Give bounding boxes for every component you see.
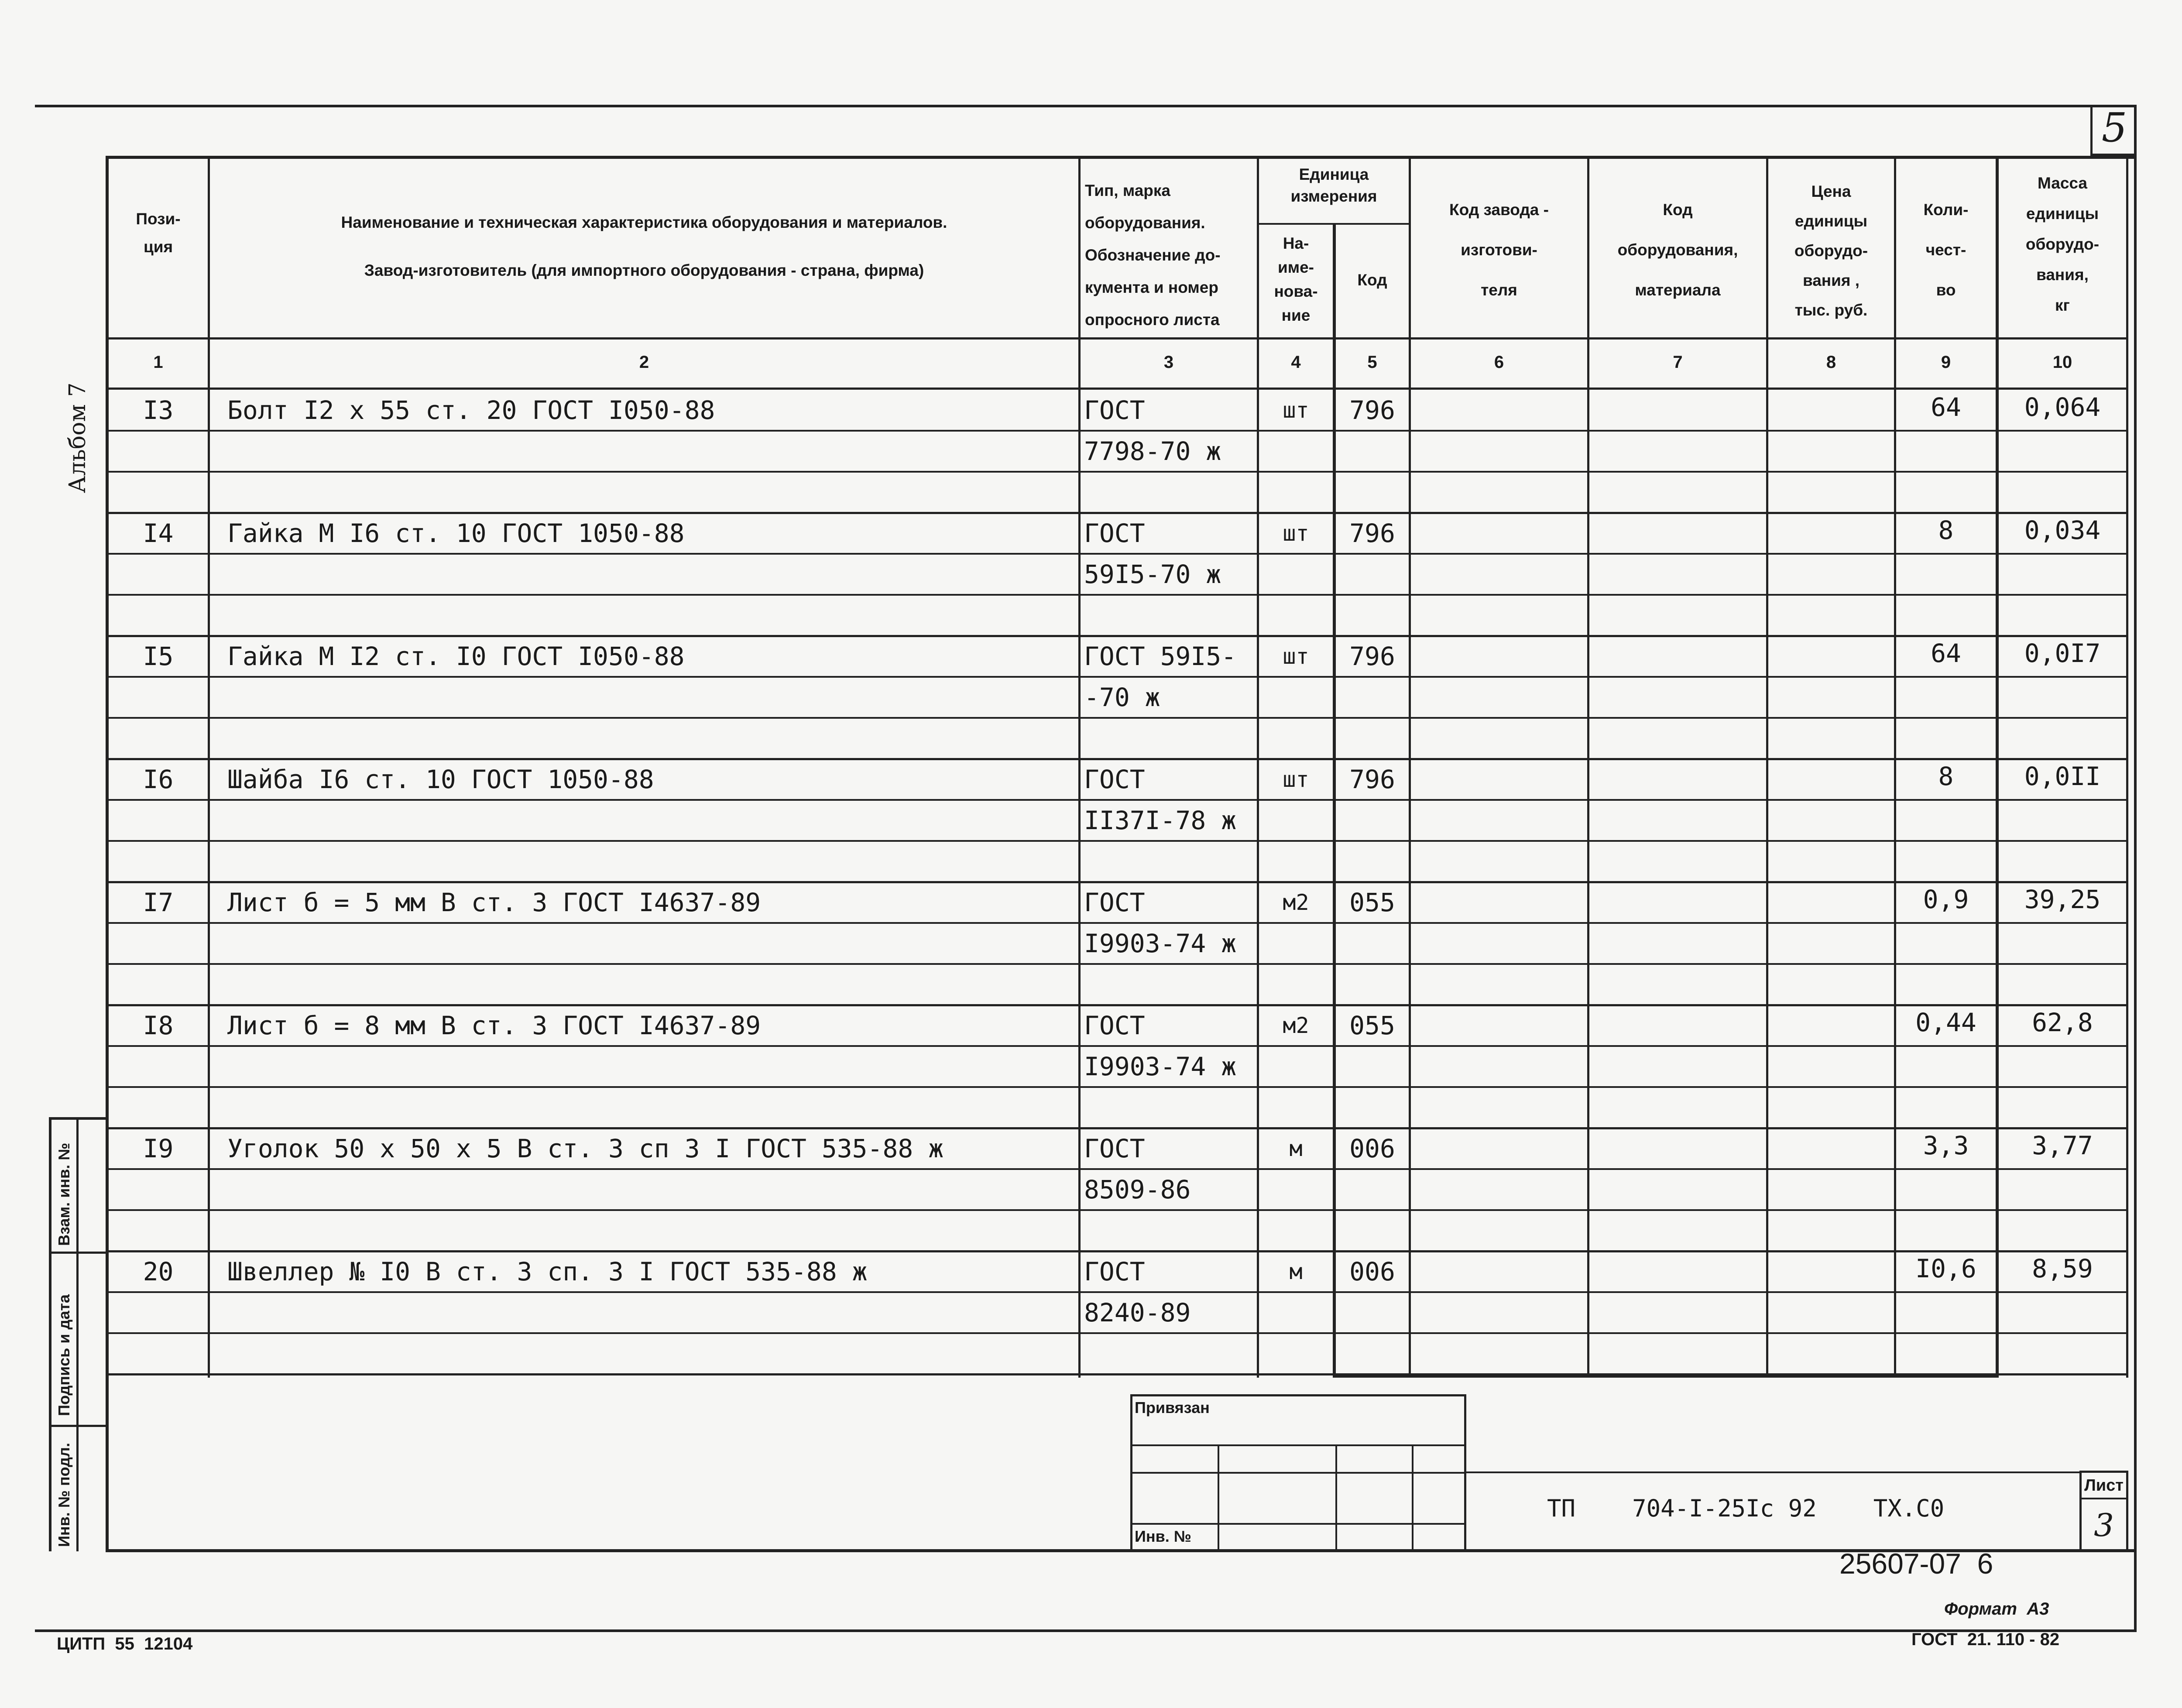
row-mass: 0,0I7 [2024, 638, 2101, 668]
row-line [106, 758, 2128, 760]
row-line [106, 471, 2128, 473]
table-left [106, 156, 109, 1551]
side-strip-divider-2 [49, 1425, 109, 1427]
col-line-2 [1078, 156, 1081, 1378]
row-position: I5 [143, 641, 174, 671]
row-line [106, 717, 2128, 719]
row-doc-line-1: ГОСТ [1084, 1257, 1145, 1286]
side-label-signature-date: Подпись и дата [55, 1294, 73, 1416]
row-line [106, 594, 2128, 596]
row-doc-line-1: ГОСТ [1084, 518, 1145, 548]
row-doc-line-1: ГОСТ [1084, 395, 1145, 425]
side-strip-inner-left [76, 1117, 79, 1551]
row-line [106, 1086, 2128, 1088]
row-line [106, 881, 2128, 883]
row-doc-line-1: ГОСТ [1084, 888, 1145, 917]
row-line [106, 1332, 2128, 1334]
side-strip-divider-1 [49, 1252, 109, 1254]
row-unit: м [1289, 1259, 1303, 1284]
col-line-9 [1996, 156, 1999, 1378]
standard-label: ГОСТ 21. 110 - 82 [1911, 1630, 2060, 1649]
row-unit: шт [1283, 644, 1309, 669]
row-position: I4 [143, 518, 174, 548]
archive-number: 25607-07 6 [1839, 1547, 1993, 1580]
header-quantity: Коли- чест- во [1923, 201, 1969, 299]
row-quantity: 64 [1931, 392, 1961, 422]
row-doc-line-2: 59I5-70 ж [1084, 559, 1221, 589]
row-unit-code: 006 [1349, 1257, 1395, 1286]
row-name: Швеллер № I0 В ст. 3 сп. 3 I ГОСТ 535-88 ж [227, 1257, 868, 1286]
row-unit-code: 796 [1349, 395, 1395, 425]
row-quantity: I0,6 [1915, 1254, 1976, 1283]
row-doc-line-2: -70 ж [1084, 683, 1160, 712]
row-line [106, 1004, 2128, 1006]
row-line [106, 1127, 2128, 1129]
stamp-row-3 [1130, 1523, 1466, 1525]
col-line-1 [208, 156, 210, 1378]
document-code: ТП 704-I-25Iс 92 ТХ.С0 [1547, 1495, 1945, 1522]
side-strip-top [49, 1117, 109, 1120]
row-line [106, 1250, 2128, 1252]
header-factory-code: Код завода - изготови- теля [1449, 201, 1549, 299]
row-unit: м [1289, 1136, 1303, 1161]
row-position: 20 [143, 1257, 174, 1286]
row-line [106, 1045, 2128, 1047]
col-line-10 [2126, 156, 2128, 1378]
header-price: Цена единицы оборудо- вания , тыс. руб. [1794, 182, 1868, 319]
row-unit: м2 [1283, 1013, 1309, 1038]
stamp-row-2 [1130, 1472, 1466, 1474]
row-line [106, 840, 2128, 842]
row-name: Лист б = 8 мм В ст. 3 ГОСТ I4637-89 [227, 1011, 761, 1040]
row-unit-code: 796 [1349, 641, 1395, 671]
row-mass: 62,8 [2032, 1008, 2093, 1037]
stamp-col-3 [1412, 1444, 1413, 1551]
column-number-9: 9 [1941, 353, 1951, 372]
column-number-5: 5 [1367, 353, 1377, 372]
row-unit: м2 [1283, 890, 1309, 915]
header-name: Наименование и техническая характеристика оборудования и материалов. Завод-изготовитель (для импортного оборудования - страна, фирма) [341, 213, 947, 279]
row-line [106, 963, 2128, 965]
row-mass: 0,0II [2024, 761, 2101, 791]
row-position: I7 [143, 888, 174, 917]
sheet-box-divider [2079, 1498, 2128, 1499]
row-doc-line-1: ГОСТ 59I5- [1084, 641, 1237, 671]
row-doc-line-2: 7798-70 ж [1084, 436, 1221, 466]
row-line [106, 430, 2128, 432]
title-block-top [1464, 1471, 2079, 1473]
column-number-3: 3 [1163, 353, 1174, 372]
column-number-8: 8 [1826, 353, 1836, 372]
row-position: I6 [143, 765, 174, 794]
header-mass: Масса единицы оборудо- вания, кг [2025, 174, 2100, 314]
row-unit-code: 006 [1349, 1134, 1395, 1163]
row-unit: шт [1283, 398, 1309, 423]
row-unit-code: 796 [1349, 765, 1395, 794]
right-border [2134, 105, 2137, 1632]
table-bottom [106, 1549, 2136, 1552]
row-line [106, 799, 2128, 801]
colnum-bottom-line [106, 388, 2128, 390]
row-name: Уголок 50 х 50 х 5 В ст. 3 сп 3 I ГОСТ 535-88 ж [227, 1134, 944, 1163]
row-mass: 39,25 [2024, 885, 2101, 914]
col-line-6 [1587, 156, 1589, 1378]
row-name: Лист б = 5 мм В ст. 3 ГОСТ I4637-89 [227, 888, 761, 917]
header-unit-name: На- име- нова- ние [1274, 234, 1318, 324]
column-number-2: 2 [639, 353, 649, 372]
row-position: I8 [143, 1011, 174, 1040]
row-quantity: 0,9 [1923, 885, 1969, 914]
row-mass: 8,59 [2032, 1254, 2093, 1283]
row-mass: 3,77 [2032, 1131, 2093, 1160]
sheet-label: Лист [2084, 1476, 2124, 1495]
side-label-replaced-inv: Взам. инв. № [55, 1142, 73, 1246]
header-unit-group: Единица измерения [1290, 165, 1377, 205]
row-name: Шайба I6 ст. 10 ГОСТ 1050-88 [227, 765, 654, 794]
format-label: Формат А3 [1944, 1599, 2049, 1619]
album-label: Альбом 7 [65, 382, 91, 493]
col-line-5 [1409, 156, 1411, 1378]
header-unit-code: Код [1357, 271, 1387, 289]
row-line [106, 553, 2128, 555]
header-type: Тип, марка оборудования. Обозначение до- кумента и номер опросного листа [1085, 182, 1221, 329]
column-number-7: 7 [1673, 353, 1683, 372]
page-number: 5 [2101, 104, 2127, 151]
row-line [106, 1291, 2128, 1293]
row-name: Гайка М I2 ст. I0 ГОСТ I050-88 [227, 641, 685, 671]
row-quantity: 8 [1938, 761, 1954, 791]
stamp-bound-label: Привязан [1135, 1399, 1210, 1416]
row-mass: 0,034 [2024, 515, 2101, 545]
row-doc-line-1: ГОСТ [1084, 1134, 1145, 1163]
side-strip-outer-left [49, 1117, 51, 1551]
column-number-10: 10 [2052, 353, 2072, 372]
row-doc-line-2: 8509-86 [1084, 1175, 1191, 1204]
row-position: I3 [143, 395, 174, 425]
side-label-original-inv: Инв. № подл. [55, 1443, 73, 1547]
stamp-top [1130, 1394, 1466, 1396]
header-bottom-line [106, 337, 2128, 340]
row-unit: шт [1283, 521, 1309, 546]
row-unit-code: 055 [1349, 888, 1395, 917]
row-name: Гайка М I6 ст. 10 ГОСТ 1050-88 [227, 518, 685, 548]
row-unit-code: 055 [1349, 1011, 1395, 1040]
row-quantity: 8 [1938, 515, 1954, 545]
stamp-col-2 [1335, 1444, 1337, 1551]
row-unit-code: 796 [1349, 518, 1395, 548]
row-doc-line-2: II37I-78 ж [1084, 806, 1237, 835]
footer-left-code: ЦИТП 55 12104 [57, 1634, 193, 1653]
sheet-box-top [2079, 1471, 2128, 1473]
row-doc-line-1: ГОСТ [1084, 1011, 1145, 1040]
col-line-7 [1766, 156, 1768, 1378]
column-number-1: 1 [153, 353, 163, 372]
column-number-6: 6 [1494, 353, 1504, 372]
row-doc-line-2: I9903-74 ж [1084, 929, 1237, 958]
row-doc-line-2: I9903-74 ж [1084, 1052, 1237, 1081]
row-doc-line-1: ГОСТ [1084, 765, 1145, 794]
row-line [106, 1373, 2128, 1375]
row-quantity: 3,3 [1923, 1131, 1969, 1160]
table-top [106, 156, 2136, 159]
top-rule [35, 105, 2134, 107]
row-position: I9 [143, 1134, 174, 1163]
column-number-4: 4 [1291, 353, 1301, 372]
page-number-box-left [2090, 105, 2093, 155]
row-name: Болт I2 х 55 ст. 20 ГОСТ I050-88 [227, 395, 715, 425]
row-doc-line-2: 8240-89 [1084, 1298, 1191, 1327]
stamp-col-1 [1218, 1444, 1219, 1551]
row-line [106, 635, 2128, 637]
row-mass: 0,064 [2024, 392, 2101, 422]
row-quantity: 64 [1931, 638, 1961, 668]
header-position: Пози- ция [136, 210, 181, 256]
row-unit: шт [1283, 767, 1309, 792]
sheet-box-right [2126, 1471, 2128, 1551]
row-line [106, 922, 2128, 924]
stamp-row-1 [1130, 1444, 1466, 1446]
row-line [106, 676, 2128, 678]
row-quantity: 0,44 [1915, 1008, 1976, 1037]
sheet-number: 3 [2094, 1507, 2114, 1543]
bottom-rule [35, 1629, 2137, 1632]
header-equipment-code: Код оборудования, материала [1617, 201, 1738, 299]
stamp-inv-label: Инв. № [1135, 1527, 1191, 1545]
row-line [106, 1168, 2128, 1170]
row-line [106, 1209, 2128, 1211]
row-line [106, 512, 2128, 514]
